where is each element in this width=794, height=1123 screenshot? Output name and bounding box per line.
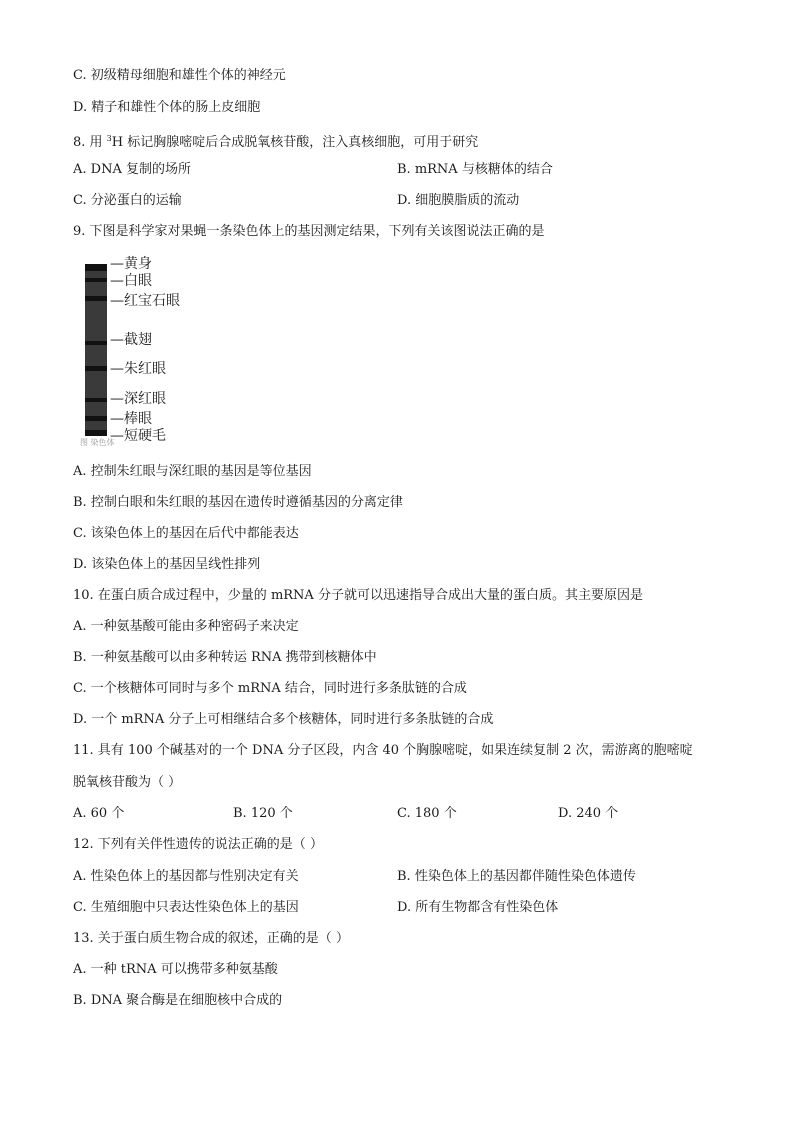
- q12-option-c: C. 生殖细胞中只表达性染色体上的基因: [73, 900, 299, 915]
- gene-label: —短硬毛: [110, 428, 166, 444]
- q11-option-a: A. 60 个: [73, 806, 125, 821]
- band: [85, 296, 107, 301]
- band: [85, 416, 107, 421]
- q10-option-b: B. 一种氨基酸可以由多种转运 RNA 携带到核糖体中: [73, 650, 377, 665]
- q13-option-b: B. DNA 聚合酶是在细胞核中合成的: [73, 993, 283, 1008]
- q12-stem: 12. 下列有关伴性遗传的说法正确的是（ ）: [73, 837, 323, 852]
- q12-option-b: B. 性染色体上的基因都伴随性染色体遗传: [397, 869, 636, 884]
- q13-stem: 13. 关于蛋白质生物合成的叙述，正确的是（ ）: [73, 931, 349, 946]
- q11-option-c: C. 180 个: [397, 806, 457, 821]
- q9-option-a: A. 控制朱红眼与深红眼的基因是等位基因: [73, 464, 312, 479]
- band: [85, 264, 107, 271]
- q11-option-d: D. 240 个: [558, 806, 619, 821]
- q11-stem-line1: 11. 具有 100 个碱基对的一个 DNA 分子区段，内含 40 个胸腺嘧啶，如果连续复制 2 次，需游离的胞嘧啶: [73, 743, 693, 758]
- q8-stem-prefix: 8. 用: [73, 135, 107, 150]
- q7-option-d: D. 精子和雄性个体的肠上皮细胞: [73, 100, 261, 115]
- band: [85, 430, 107, 436]
- gene-label: —朱红眼: [110, 361, 166, 377]
- chromosome-bar: [85, 264, 107, 436]
- q9-option-c: C. 该染色体上的基因在后代中都能表达: [73, 526, 299, 541]
- gene-label: —深红眼: [110, 391, 166, 407]
- q10-option-a: A. 一种氨基酸可能由多种密码子来决定: [73, 619, 299, 634]
- gene-label: —白眼: [110, 273, 152, 289]
- q10-stem: 10. 在蛋白质合成过程中，少量的 mRNA 分子就可以迅速指导合成出大量的蛋白质。其主要原因是: [73, 588, 643, 603]
- q10-option-d: D. 一个 mRNA 分子上可相继结合多个核糖体，同时进行多条肽链的合成: [73, 712, 494, 727]
- q8-superscript: 3: [106, 134, 112, 143]
- q9-option-d: D. 该染色体上的基因呈线性排列: [73, 557, 261, 572]
- band: [85, 341, 107, 345]
- gene-label: —红宝石眼: [110, 293, 180, 309]
- q11-option-b: B. 120 个: [233, 806, 293, 821]
- q8-option-c: C. 分泌蛋白的运输: [73, 193, 182, 208]
- q10-option-c: C. 一个核糖体可同时与多个 mRNA 结合，同时进行多条肽链的合成: [73, 681, 467, 696]
- chromosome-diagram: [80, 256, 200, 446]
- q13-option-a: A. 一种 tRNA 可以携带多种氨基酸: [73, 962, 278, 977]
- gene-label: —棒眼: [110, 411, 152, 427]
- q8-option-d: D. 细胞膜脂质的流动: [397, 193, 520, 208]
- q8-stem: [73, 130, 478, 152]
- q9-stem: 9. 下图是科学家对果蝇一条染色体上的基因测定结果，下列有关该图说法正确的是: [73, 224, 545, 239]
- band: [85, 398, 107, 402]
- gene-label: —截翅: [110, 332, 152, 348]
- q11-stem-line2: 脱氧核苷酸为（ ）: [73, 775, 182, 790]
- q8-option-a: A. DNA 复制的场所: [73, 162, 191, 177]
- q12-option-d: D. 所有生物都含有性染色体: [397, 900, 559, 915]
- figure-caption: 图 染色体: [80, 438, 115, 447]
- q8-stem-suffix: H 标记胸腺嘧啶后合成脱氧核苷酸，注入真核细胞，可用于研究: [111, 135, 479, 150]
- band: [85, 278, 107, 282]
- q9-option-b: B. 控制白眼和朱红眼的基因在遗传时遵循基因的分离定律: [73, 495, 403, 510]
- band: [85, 366, 107, 371]
- q8-option-b: B. mRNA 与核糖体的结合: [397, 162, 553, 177]
- q7-option-c: C. 初级精母细胞和雄性个体的神经元: [73, 68, 286, 83]
- q12-option-a: A. 性染色体上的基因都与性别决定有关: [73, 869, 299, 884]
- gene-label: —黄身: [110, 256, 152, 272]
